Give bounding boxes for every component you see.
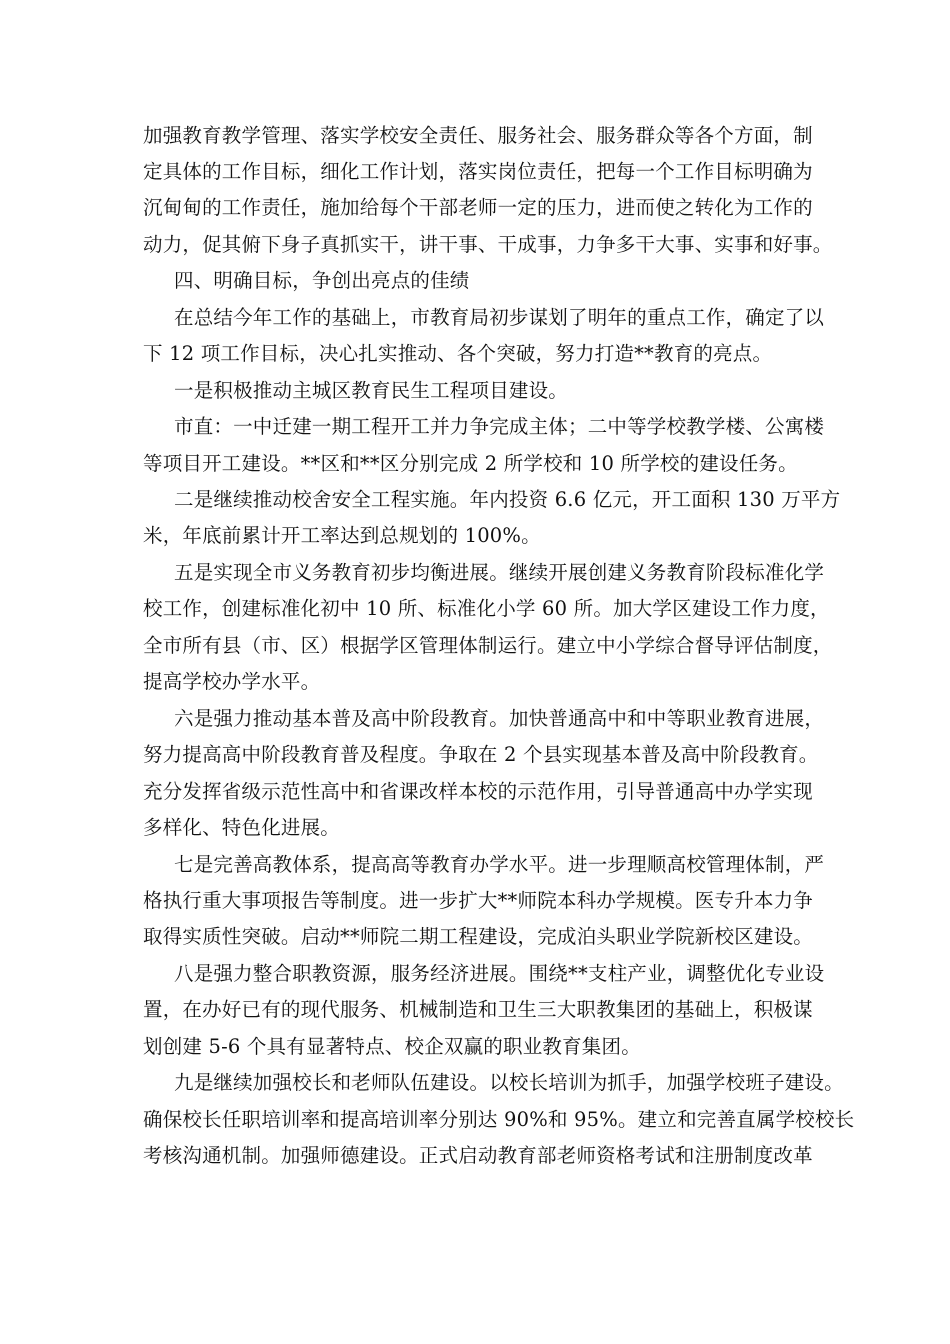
text-line: 下 12 项工作目标，决心扎实推动、各个突破，努力打造**教育的亮点。 (143, 342, 773, 365)
text-line: 定具体的工作目标，细化工作计划，落实岗位责任，把每一个工作目标明确为 (143, 160, 813, 183)
text-line: 六是强力推动基本普及高中阶段教育。加快普通高中和中等职业教育进展， (174, 707, 825, 730)
text-line: 充分发挥省级示范性高中和省课改样本校的示范作用，引导普通高中办学实现 (143, 780, 813, 803)
text-line: 在总结今年工作的基础上，市教育局初步谋划了明年的重点工作，确定了以 (174, 306, 825, 329)
section-heading: 四、明确目标，争创出亮点的佳绩 (174, 269, 470, 292)
text-line: 米，年底前累计开工率达到总规划的 100%。 (143, 524, 541, 547)
text-line: 一是积极推动主城区教育民生工程项目建设。 (174, 379, 569, 402)
text-line: 二是继续推动校舍安全工程实施。年内投资 6.6 亿元，开工面积 130 万平方 (174, 488, 841, 511)
text-line: 动力，促其俯下身子真抓实干，讲干事、干成事，力争多干大事、实事和好事。 (143, 233, 833, 256)
text-line: 置，在办好已有的现代服务、机械制造和卫生三大职教集团的基础上，积极谋 (143, 998, 813, 1021)
text-line: 提高学校办学水平。 (143, 670, 321, 693)
text-line: 划创建 5-6 个具有显著特点、校企双赢的职业教育集团。 (143, 1035, 641, 1058)
text-line: 考核沟通机制。加强师德建设。正式启动教育部老师资格考试和注册制度改革 (143, 1144, 813, 1167)
text-line: 市直：一中迁建一期工程开工并力争完成主体；二中等学校教学楼、公寓楼 (174, 415, 825, 438)
text-line: 多样化、特色化进展。 (143, 816, 341, 839)
text-line: 努力提高高中阶段教育普及程度。争取在 2 个县实现基本普及高中阶段教育。 (143, 743, 819, 766)
text-line: 格执行重大事项报告等制度。进一步扩大**师院本科办学规模。医专升本力争 (143, 889, 814, 912)
text-line: 七是完善高教体系，提高高等教育办学水平。进一步理顺高校管理体制，严 (174, 853, 825, 876)
text-line: 加强教育教学管理、落实学校安全责任、服务社会、服务群众等各个方面，制 (143, 124, 813, 147)
text-line: 五是实现全市义务教育初步均衡进展。继续开展创建义务教育阶段标准化学 (174, 561, 825, 584)
text-line: 取得实质性突破。启动**师院二期工程建设，完成泊头职业学院新校区建设。 (143, 925, 814, 948)
text-line: 确保校长任职培训率和提高培训率分别达 90%和 95%。建立和完善直属学校校长 (143, 1108, 855, 1131)
text-line: 全市所有县（市、区）根据学区管理体制运行。建立中小学综合督导评估制度， (143, 634, 833, 657)
text-line: 等项目开工建设。**区和**区分别完成 2 所学校和 10 所学校的建设任务。 (143, 452, 798, 475)
text-line: 八是强力整合职教资源，服务经济进展。围绕**支柱产业，调整优化专业设 (174, 962, 825, 985)
text-line: 沉甸甸的工作责任，施加给每个干部老师一定的压力，进而使之转化为工作的 (143, 196, 813, 219)
text-line: 九是继续加强校长和老师队伍建设。以校长培训为抓手，加强学校班子建设。 (174, 1071, 844, 1094)
text-line: 校工作，创建标准化初中 10 所、标准化小学 60 所。加大学区建设工作力度， (143, 597, 830, 620)
